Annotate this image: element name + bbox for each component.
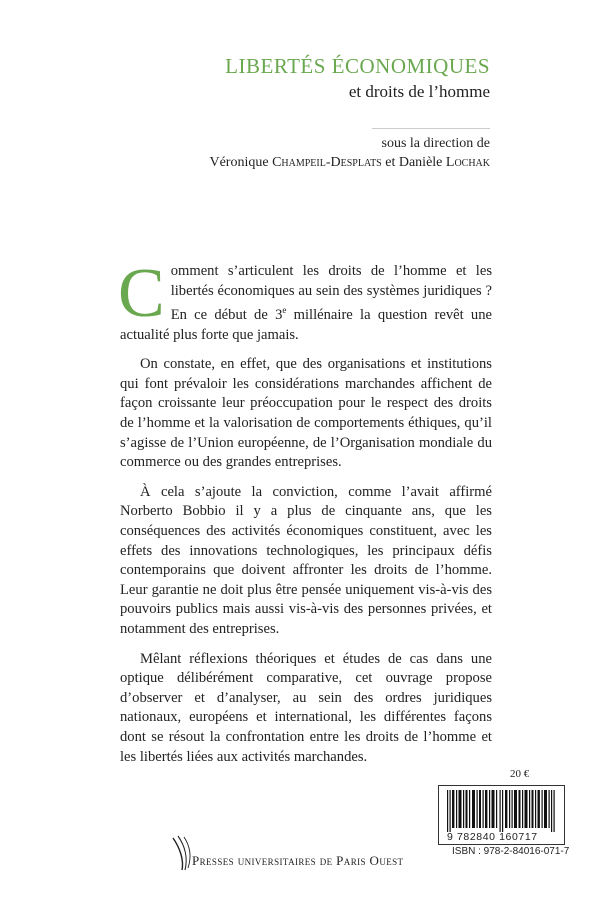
publisher	[170, 834, 430, 874]
paragraph-1	[118, 255, 493, 345]
header-divider	[372, 128, 490, 129]
direction-label: sous la direction de	[381, 136, 490, 151]
book-subtitle: et droits de l’homme	[348, 82, 490, 101]
paragraph-2: On constate, en effet, que des organisations et institutions qui font prévaloir les considérations marchandes affichent de façon croissante leur préoccupation pour le respect des droits de l’homme et la valorisation de comportements éthiques, qu’il s’agisse de l’Union européenne, de l’Organisation mondiale du commerce ou des grandes entreprises.	[120, 356, 492, 471]
authors-conjunction: et	[385, 155, 396, 170]
barcode	[438, 785, 565, 845]
paragraph-4: Mêlant réflexions théoriques et études de cas dans une optique délibérément comparative, cet ouvrage propose d’observer et d’analyser, au sein des ordres juridiques nationaux, européens et international, les différentes façons dont se résout la confrontation entre les droits de l’homme et les libertés liées aux activités marchandes.	[120, 650, 492, 765]
superscript-e: e	[282, 305, 287, 316]
authors-line	[209, 155, 490, 171]
author2-first-name: Danièle	[398, 155, 443, 170]
paragraph-1-text-b: millénaire la question revêt une actualité plus forte que jamais.	[120, 307, 493, 343]
isbn-label: ISBN : 978-2-84016-071-7	[452, 846, 570, 857]
book-title: LIBERTÉS ÉCONOMIQUES	[225, 54, 490, 78]
paragraph-1-text-a: omment s’articulent les droits de l’homme et les libertés économiques au sein des systèmes juridiques ? En ce début de 3	[170, 263, 492, 324]
author1-first-name: Véronique	[209, 155, 269, 170]
publisher-name: Presses universitaires de Paris Ouest	[192, 853, 404, 868]
barcode-bars	[439, 786, 564, 832]
price-label: 20 €	[510, 768, 530, 780]
drop-cap: C	[118, 255, 165, 332]
back-cover-text	[118, 255, 493, 777]
author1-last-name: Champeil-Desplats	[272, 155, 382, 170]
paragraph-3: À cela s’ajoute la conviction, comme l’avait affirmé Norberto Bobbio il y a plus de cinquante ans, que les conséquences des activités économiques constituent, avec les effets des innovations technologiques, les principaux défis contemporains que doivent affronter les droits de l’homme. Leur garantie ne doit plus être pensée uniquement vis-à-vis des pouvoirs publics mais aussi vis-à-vis des personnes privées, et notamment des entreprises.	[120, 483, 492, 637]
barcode-number: 9 782840 160717	[447, 831, 538, 843]
author2-last-name: Lochak	[445, 155, 490, 170]
